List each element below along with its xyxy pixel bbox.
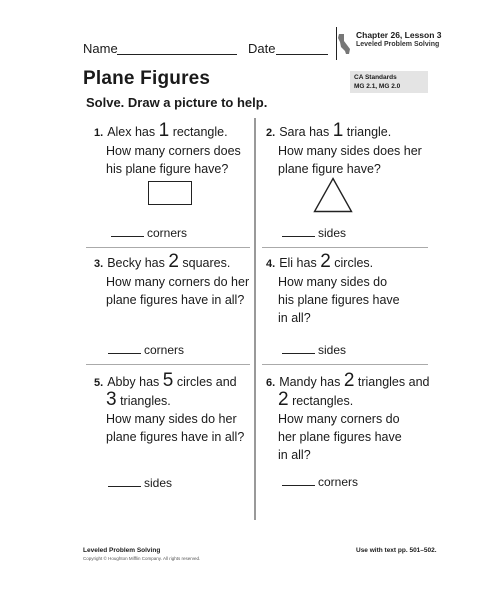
quantity: 2 <box>278 389 289 410</box>
answer-blank[interactable] <box>282 236 315 237</box>
answer-4: sides <box>282 343 346 357</box>
quantity: 3 <box>106 389 117 410</box>
answer-blank[interactable] <box>108 353 141 354</box>
answer-blank[interactable] <box>282 485 315 486</box>
problem-1: 1. Alex has 1 rectangle. How many corners does his plane figure have? <box>94 120 241 176</box>
california-state-icon <box>337 33 351 55</box>
answer-blank[interactable] <box>111 236 144 237</box>
quantity: 2 <box>320 251 331 272</box>
standards-box <box>350 71 428 93</box>
quantity: 1 <box>332 120 344 141</box>
row-divider-left-1 <box>86 247 250 248</box>
quantity: 5 <box>162 370 174 391</box>
answer-6: corners <box>282 475 358 489</box>
problem-3: 3. Becky has 2 squares. How many corners do her plane figures have in all? <box>94 251 250 307</box>
standards-codes: MG 2.1, MG 2.0 <box>354 83 401 90</box>
quantity: 2 <box>343 370 355 391</box>
standards-heading: CA Standards <box>354 74 397 81</box>
row-divider-right-1 <box>262 247 428 248</box>
date-blank-line <box>276 54 328 55</box>
row-divider-right-2 <box>262 364 428 365</box>
footer-title: Leveled Problem Solving <box>83 547 161 554</box>
problem-number: 1. <box>94 127 104 139</box>
quantity: 2 <box>168 251 179 272</box>
answer-2: sides <box>282 226 346 240</box>
leveled-problem-solving-label: Leveled Problem Solving <box>356 41 440 48</box>
answer-5: sides <box>108 476 172 490</box>
instructions: Solve. Draw a picture to help. <box>86 95 268 110</box>
problem-6: 6. Mandy has 2 triangles and 2 rectangles. How many corners do her plane figures have in all? <box>266 370 430 462</box>
chapter-lesson: Chapter 26, Lesson 3 <box>356 30 442 40</box>
answer-blank[interactable] <box>282 353 315 354</box>
column-divider <box>254 118 256 520</box>
date-label: Date <box>248 41 276 56</box>
problem-5: 5. Abby has 5 circles and 3 triangles. How many sides do her plane figures have in all? <box>94 370 245 444</box>
page-title: Plane Figures <box>83 68 211 89</box>
problem-4: 4. Eli has 2 circles. How many sides do his plane figures have in all? <box>266 251 400 325</box>
triangle-figure <box>313 177 353 213</box>
name-label: Name <box>83 41 118 56</box>
copyright: Copyright © Houghton Mifflin Company. All rights reserved. <box>83 556 201 561</box>
problem-number: 6. <box>266 377 276 389</box>
problem-2: 2. Sara has 1 triangle. How many sides does her plane figure have? <box>266 120 422 176</box>
problem-number: 4. <box>266 258 276 270</box>
answer-blank[interactable] <box>108 486 141 487</box>
row-divider-left-2 <box>86 364 250 365</box>
problem-number: 5. <box>94 377 104 389</box>
problem-number: 2. <box>266 127 276 139</box>
quantity: 1 <box>158 120 170 141</box>
name-blank-line <box>117 54 237 55</box>
answer-3: corners <box>108 343 184 357</box>
answer-1: corners <box>111 226 187 240</box>
rectangle-figure <box>148 181 192 205</box>
problem-number: 3. <box>94 258 104 270</box>
page-reference: Use with text pp. 501–502. <box>356 547 437 554</box>
